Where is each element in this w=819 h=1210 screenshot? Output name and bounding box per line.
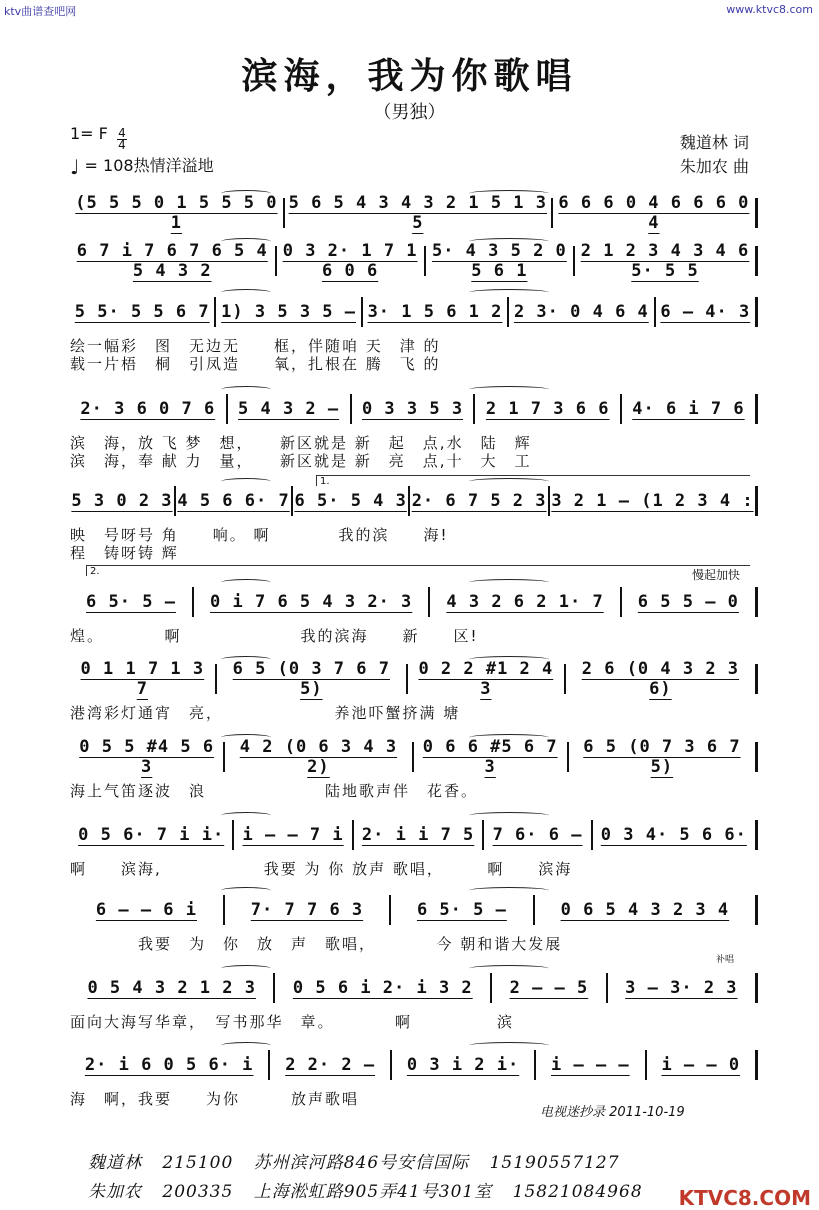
notation-line: [70, 818, 758, 852]
watermark-left: ktv曲谱查吧网: [4, 5, 77, 18]
transcriber-signature: 电视迷抄录 2011-10-19: [540, 1105, 685, 1120]
measure: 2 1 7 3 6 6: [485, 399, 610, 419]
contact-phone: 15190557127: [489, 1153, 620, 1173]
measure: 3 2 1 – (1 2 3 4 :: [551, 491, 754, 511]
measure: 1) 3 5 3 5 –: [221, 302, 356, 322]
tempo-text: = 108热情洋溢地: [84, 156, 214, 175]
bar-line: [755, 820, 758, 850]
measure: i – – 7 i: [242, 825, 344, 845]
measure: 6 5· 5 –: [86, 592, 176, 612]
slur-mark: [469, 656, 549, 663]
small-mark: 补唱: [716, 955, 735, 965]
measure: 6 5· 5 –: [416, 900, 507, 920]
time-signature: [117, 128, 127, 151]
measure: 6 5 5 – 0: [637, 592, 739, 612]
slur-mark: [221, 1042, 271, 1049]
measure: 5 3 0 2 3: [71, 491, 173, 511]
slur-mark: [221, 734, 271, 741]
ritardando-mark: 慢起加快: [692, 568, 741, 582]
contact-zip: 215100: [162, 1153, 234, 1173]
notation-line: [70, 585, 758, 619]
measure: 4 3 2 6 2 1· 7: [446, 592, 604, 612]
contact-address: 苏州滨河路846号安信国际: [253, 1153, 470, 1173]
measure: 6 5 (0 3 7 6 7 5): [232, 659, 390, 699]
slur-mark: [221, 812, 271, 819]
contact-address: 上海淞虹路905弄41号301室: [253, 1182, 493, 1202]
volta-2: 2.: [86, 565, 750, 576]
slur-mark: [221, 386, 271, 393]
measure: 6 6 6 0 4 6 6 6 0 4: [558, 193, 750, 233]
slur-mark: [469, 289, 549, 296]
notation-line: [70, 295, 758, 329]
bar-line: [755, 246, 758, 276]
measure: 2 3· 0 4 6 4: [513, 302, 649, 322]
lyric-line: 映 号呀号 角 响。 啊 我的滨 海!: [70, 526, 449, 544]
volta-1: 1.: [316, 475, 750, 486]
bar-line: [755, 664, 758, 694]
measure: 0 5 6· 7 i i·: [78, 825, 225, 845]
notation-line: [70, 193, 758, 233]
notation-line: [70, 659, 758, 699]
contact-row-2: [88, 1177, 643, 1202]
measure: 6 – – 6 i: [95, 900, 198, 920]
slur-mark: [221, 579, 271, 586]
slur-mark: [221, 289, 271, 296]
lyric-line: 啊 滨海, 我要 为 你 放声 歌唱， 啊 滨海: [70, 860, 573, 878]
bar-line: [755, 895, 758, 925]
bar-line: [755, 742, 758, 772]
measure: 5 6 5 4 3 4 3 2 1 5 1 3 5: [288, 193, 548, 233]
slur-mark: [469, 965, 549, 972]
lyric-line: 绘一幅彩 图 无边无 框，伴随咱 天 津 的: [70, 337, 441, 355]
slur-mark: [469, 190, 549, 197]
lyric-line: 滨 海，放 飞 梦 想， 新区就是 新 起 点,水 陆 辉: [70, 434, 532, 452]
measure: 3· 1 5 6 1 2: [367, 302, 503, 322]
quarter-note-icon: ♩: [70, 155, 80, 179]
measure: 5· 4 3 5 2 0 5 6 1: [431, 241, 567, 281]
measure: 0 5 4 3 2 1 2 3: [87, 978, 256, 998]
measure: 2 – – 5: [509, 978, 589, 998]
measure: 2· i 6 0 5 6· i: [84, 1055, 254, 1075]
measure: (5 5 5 0 1 5 5 5 0 1: [75, 193, 278, 233]
time-sig-top: 4: [118, 126, 126, 140]
measure: i – – –: [551, 1055, 630, 1075]
measure: 6 – 4· 3: [660, 302, 751, 322]
measure: 0 2 2 #1 2 4 3: [418, 659, 554, 699]
measure: i – – 0: [661, 1055, 741, 1075]
bar-line: [755, 1050, 758, 1080]
slur-mark: [469, 386, 549, 393]
composer-credit: 朱加农 曲: [679, 157, 749, 176]
bar-line: [755, 198, 758, 228]
notation-line: [70, 971, 758, 1005]
measure: 0 5 6 i 2· i 3 2: [292, 978, 473, 998]
measure: 2 1 2 3 4 3 4 6 5· 5 5: [580, 241, 750, 281]
slur-mark: [469, 238, 549, 245]
tempo-marking: [70, 153, 214, 179]
measure: 0 5 5 #4 5 6 3: [79, 737, 215, 777]
measure: 7 6· 6 –: [492, 825, 583, 845]
measure: 2 6 (0 4 3 2 3 6): [581, 659, 740, 699]
measure: 6 5· 5 4 3: [294, 491, 407, 511]
key-label: 1= F: [70, 124, 108, 143]
notation-line: [70, 241, 758, 281]
notation-line: [70, 484, 758, 518]
lyric-line: 我要 为 你 放 声 歌唱， 今 朝和谐大发展: [70, 935, 563, 953]
measure: 0 3 2· 1 7 1 6 0 6: [282, 241, 418, 281]
measure: 4 2 (0 6 3 4 3 2): [239, 737, 398, 777]
time-sig-bottom: 4: [118, 138, 126, 152]
measure: 0 1 1 7 1 3 7: [80, 659, 205, 699]
watermark-right: www.ktvc8.com: [726, 3, 813, 16]
measure: 6 7 i 7 6 7 6 5 4 5 4 3 2: [76, 241, 268, 281]
lyric-line: 海上气笛逐波 浪 陆地歌声伴 花香。: [70, 782, 479, 800]
slur-mark: [221, 190, 271, 197]
key-signature: [70, 124, 127, 151]
slur-mark: [221, 887, 271, 894]
slur-mark: [221, 478, 271, 485]
slur-mark: [221, 965, 271, 972]
measure: 4· 6 i 7 6: [632, 399, 745, 419]
slur-mark: [469, 887, 549, 894]
lyric-line: 载一片梧 桐 引凤造 氧，扎根在 腾 飞 的: [70, 355, 441, 373]
contact-name: 魏道林: [88, 1153, 142, 1173]
slur-mark: [469, 734, 549, 741]
measure: 0 3 3 5 3: [361, 399, 464, 419]
notation-line: [70, 737, 758, 777]
measure: 2 2· 2 –: [285, 1055, 376, 1075]
slur-mark: [469, 1042, 549, 1049]
contact-name: 朱加农: [88, 1182, 142, 1202]
lyric-line: 滨 海，奉 献 力 量， 新区就是 新 亮 点,十 大 工: [70, 452, 532, 470]
measure: 0 6 6 #5 6 7 3: [422, 737, 558, 777]
measure: 7· 7 7 6 3: [250, 900, 364, 920]
measure: 0 3 i 2 i·: [406, 1055, 520, 1075]
bar-line: [755, 973, 758, 1003]
slur-mark: [469, 579, 549, 586]
bar-line: [755, 394, 758, 424]
measure: 6 5 (0 7 3 6 7 5): [583, 737, 741, 777]
lyric-line: 程 铸呀铸 辉: [70, 544, 179, 562]
slur-mark: [221, 656, 271, 663]
measure: 3 – 3· 2 3: [625, 978, 738, 998]
contact-zip: 200335: [162, 1182, 234, 1202]
bar-line: [755, 486, 758, 516]
bar-line: [755, 297, 758, 327]
lyric-line: 面向大海写华章， 写书那华 章。 啊 滨: [70, 1013, 515, 1031]
contact-phone: 15821084968: [512, 1182, 643, 1202]
bar-line: [755, 587, 758, 617]
lyric-line: 港湾彩灯通宵 亮， 养池吓蟹挤满 塘: [70, 704, 461, 722]
lyric-line: 海 啊，我要 为你 放声歌唱: [70, 1090, 360, 1108]
song-subtitle: （男独）: [373, 102, 446, 123]
measure: 2· 6 7 5 2 3: [411, 491, 547, 511]
notation-line: [70, 893, 758, 927]
measure: 5 5· 5 5 6 7: [74, 302, 210, 322]
measure: 4 5 6 6· 7: [177, 491, 290, 511]
measure: 0 3 4· 5 6 6·: [600, 825, 747, 845]
slur-mark: [469, 812, 549, 819]
measure: 2· 3 6 0 7 6: [80, 399, 216, 419]
lyric-line: 煌。 啊 我的滨海 新 区!: [70, 627, 479, 645]
song-title: 滨海，我为你歌唱: [241, 55, 578, 97]
measure: 2· i i 7 5: [361, 825, 475, 845]
measure: 0 i 7 6 5 4 3 2· 3: [210, 592, 413, 612]
slur-mark: [221, 238, 271, 245]
measure: 5 4 3 2 –: [238, 399, 340, 419]
site-logo: KTVC8.COM: [678, 1186, 811, 1210]
measure: 0 6 5 4 3 2 3 4: [560, 900, 730, 920]
contact-row-1: [88, 1148, 620, 1173]
notation-line: [70, 392, 758, 426]
notation-line: [70, 1048, 758, 1082]
lyricist-credit: 魏道林 词: [679, 133, 749, 152]
